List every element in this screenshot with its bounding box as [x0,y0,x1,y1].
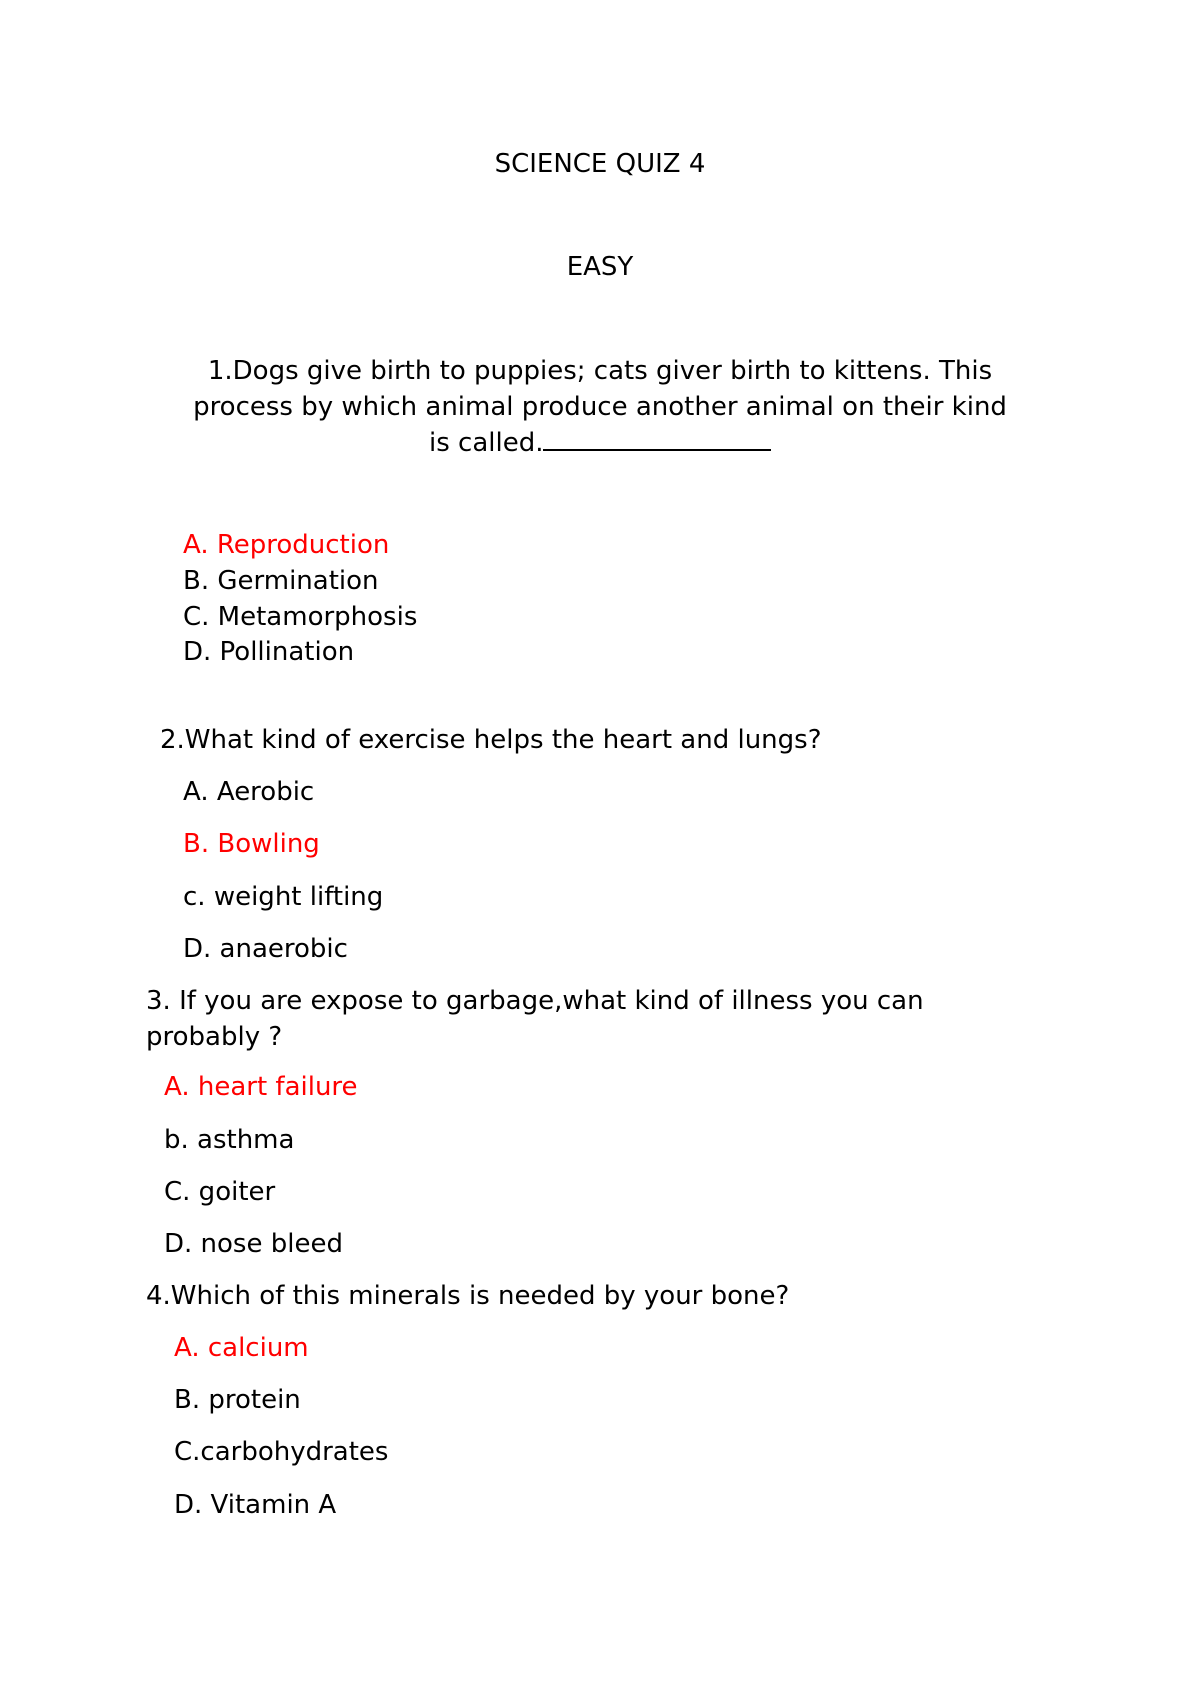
quiz-title: SCIENCE QUIZ 4 [494,149,706,179]
question-3-option-d: D. nose bleed [164,1229,343,1259]
question-3-line-1: 3. If you are expose to garbage,what kind of illness you can [146,986,924,1016]
question-2-text: 2.What kind of exercise helps the heart and lungs? [160,725,822,755]
question-1-option-c: C. Metamorphosis [183,602,418,632]
question-1-option-a: A. Reproduction [183,530,390,560]
question-1-option-d: D. Pollination [183,637,355,667]
question-2-option-d: D. anaerobic [183,934,348,964]
question-1-option-b: B. Germination [183,566,379,596]
question-2-option-a: A. Aerobic [183,777,315,807]
question-4-option-c: C.carbohydrates [174,1437,389,1467]
question-3-option-b: b. asthma [164,1125,295,1155]
answer-blank [543,425,771,451]
question-3-line-2: probably ? [146,1022,283,1052]
question-3-option-c: C. goiter [164,1177,276,1207]
question-1-line-3 [429,425,771,461]
question-1-line-3-text: is called. [429,428,544,458]
question-2-option-c: c. weight lifting [183,882,384,912]
difficulty-heading: EASY [566,252,634,282]
question-4-text: 4.Which of this minerals is needed by your bone? [146,1281,790,1311]
question-1-line-2: process by which animal produce another animal on their kind [193,392,1007,422]
question-1-line-1: 1.Dogs give birth to puppies; cats giver birth to kittens. This [207,356,993,386]
question-2-option-b: B. Bowling [183,829,320,859]
question-4-option-d: D. Vitamin A [174,1490,337,1520]
question-4-option-a: A. calcium [174,1333,309,1363]
question-3-option-a: A. heart failure [164,1072,358,1102]
question-4-option-b: B. protein [174,1385,301,1415]
